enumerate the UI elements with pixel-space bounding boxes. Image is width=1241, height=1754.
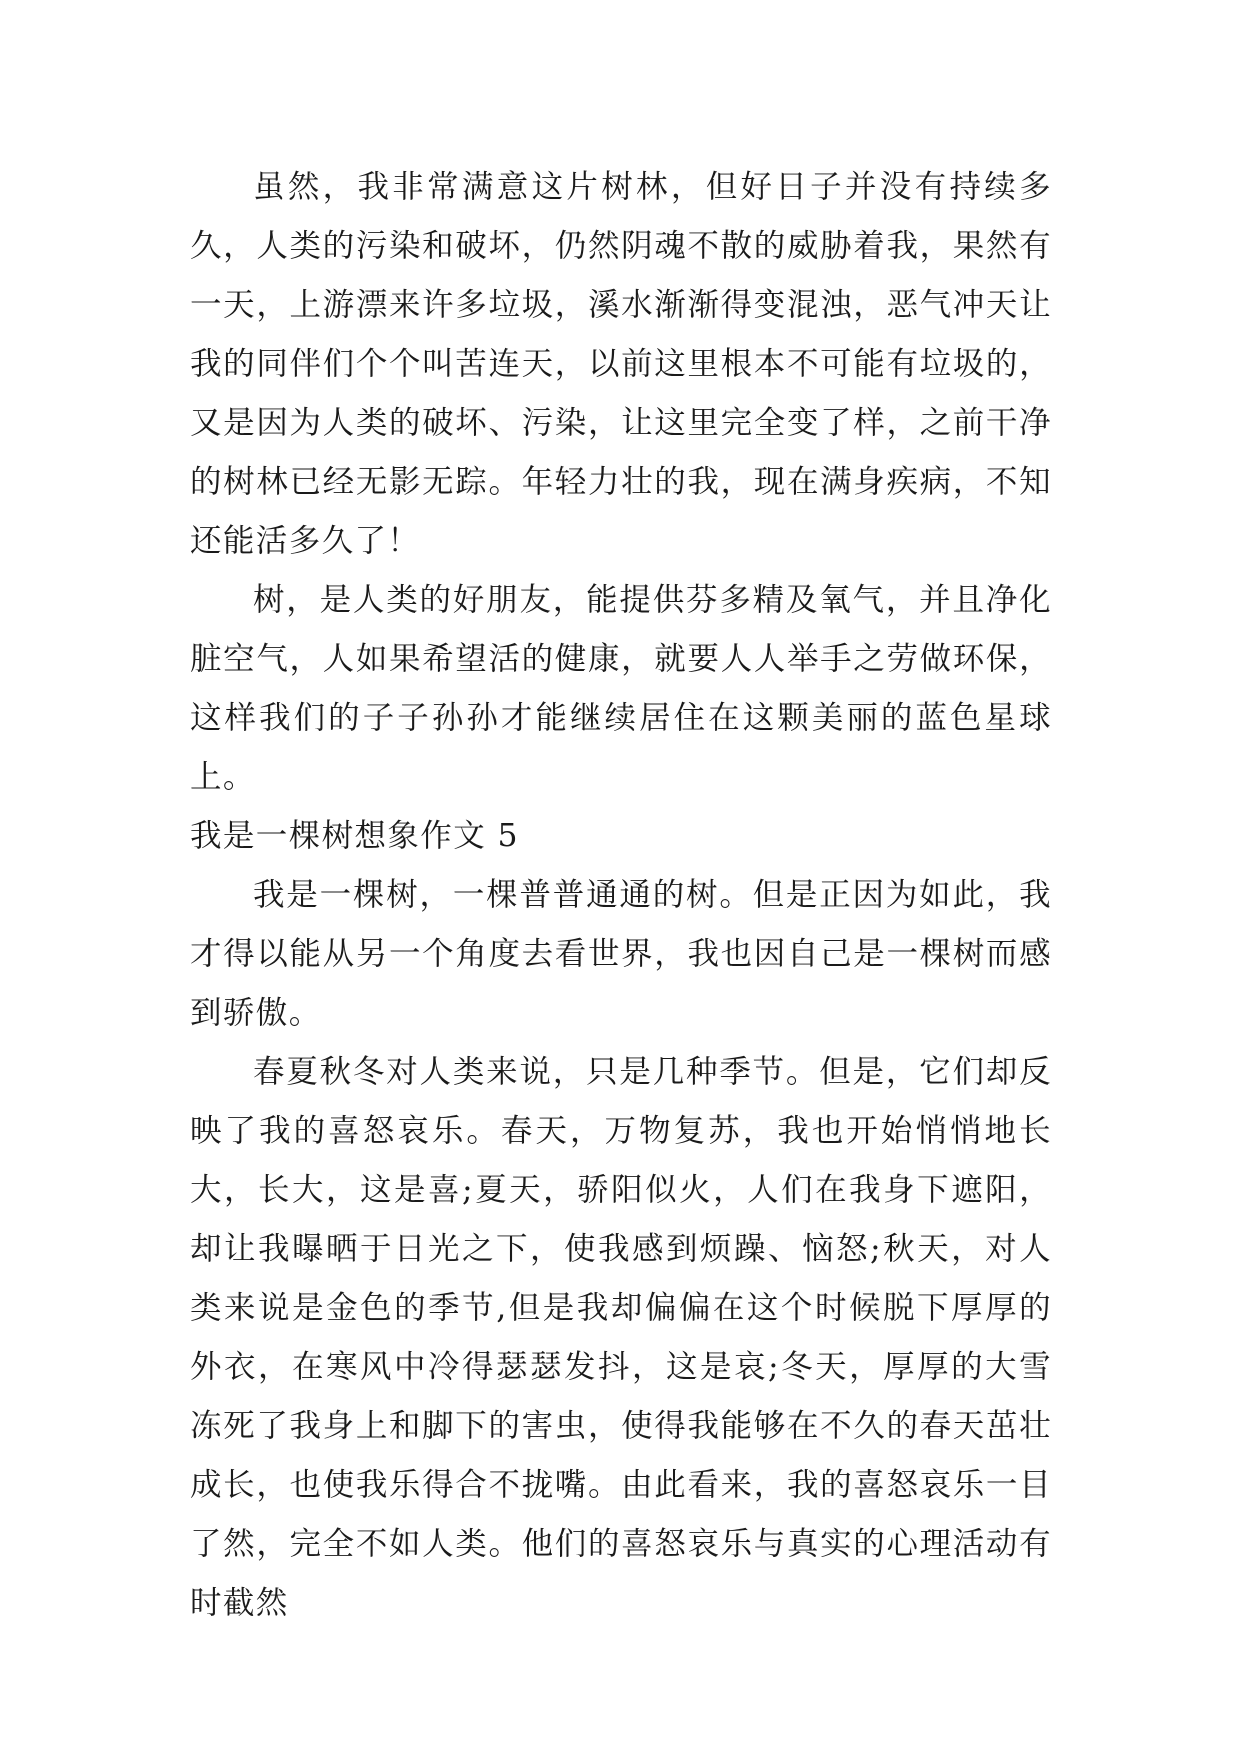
document-body [190,158,1052,1633]
paragraph-i-am-a-tree: 我是一棵树，一棵普普通通的树。但是正因为如此，我才得以能从另一个角度去看世界，我也因自己是一棵树而感到骄傲。 [190,877,1052,1031]
paragraph-tree-friend: 树，是人类的好朋友，能提供芬多精及氧气，并且净化脏空气，人如果希望活的健康，就要人人举手之劳做环保，这样我们的子子孙孙才能继续居住在这颗美丽的蓝色星球上。 [190,582,1052,795]
paragraph-seasons: 春夏秋冬对人类来说，只是几种季节。但是，它们却反映了我的喜怒哀乐。春天，万物复苏，我也开始悄悄地长大，长大，这是喜;夏天，骄阳似火，人们在我身下遮阳，却让我曝晒于日光之下，使我感到烦躁、恼怒;秋天，对人类来说是金色的季节,但是我却偏偏在这个时候脱下厚厚的外衣，在寒风中冷得瑟瑟发抖，这是哀;冬天，厚厚的大雪冻死了我身上和脚下的害虫，使得我能够在不久的春天茁壮成长，也使我乐得合不拢嘴。由此看来，我的喜怒哀乐一目了然，完全不如人类。他们的喜怒哀乐与真实的心理活动有时截然 [190,1054,1052,1621]
section-heading: 我是一棵树想象作文 5 [190,818,519,854]
paragraph-pollution: 虽然，我非常满意这片树林，但好日子并没有持续多久，人类的污染和破坏，仍然阴魂不散的威胁着我，果然有一天，上游漂来许多垃圾，溪水渐渐得变混浊，恶气冲天让我的同伴们个个叫苦连天，以前这里根本不可能有垃圾的，又是因为人类的破坏、污染，让这里完全变了样，之前干净的树林已经无影无踪。年轻力壮的我，现在满身疾病，不知还能活多久了！ [190,169,1052,559]
